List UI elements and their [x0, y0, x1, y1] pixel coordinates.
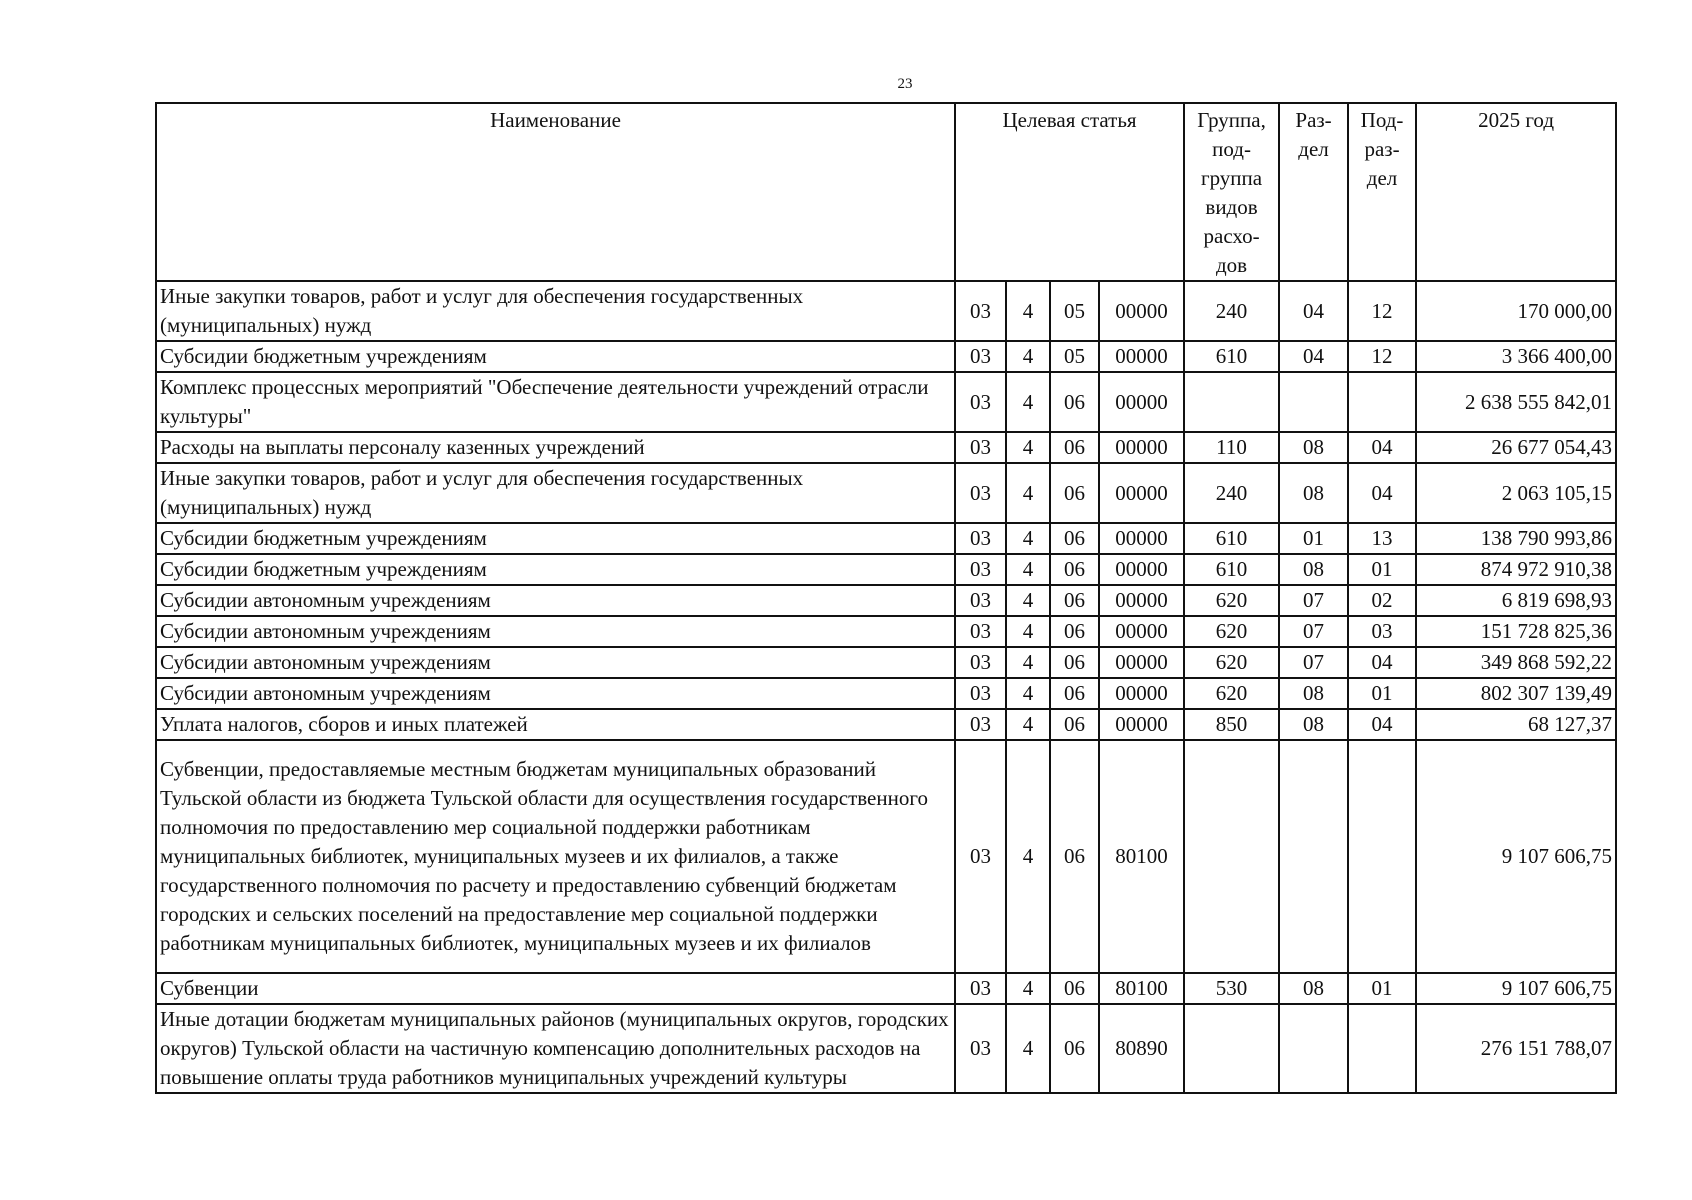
- row-target-subprogram: 4: [1006, 709, 1050, 740]
- row-expense-group: 110: [1184, 432, 1279, 463]
- row-amount: 68 127,37: [1416, 709, 1616, 740]
- row-target-direction: 80100: [1099, 973, 1184, 1004]
- row-target-measure: 06: [1050, 432, 1099, 463]
- row-expense-group: 530: [1184, 973, 1279, 1004]
- row-amount: 138 790 993,86: [1416, 523, 1616, 554]
- row-amount: 9 107 606,75: [1416, 973, 1616, 1004]
- row-subsection: 01: [1348, 678, 1416, 709]
- row-target-program: 03: [955, 647, 1006, 678]
- row-target-measure: 06: [1050, 740, 1099, 973]
- row-target-program: 03: [955, 585, 1006, 616]
- row-target-direction: 00000: [1099, 341, 1184, 372]
- row-target-subprogram: 4: [1006, 678, 1050, 709]
- row-section: 07: [1279, 585, 1348, 616]
- row-subsection: 03: [1348, 616, 1416, 647]
- row-target-program: 03: [955, 678, 1006, 709]
- row-target-measure: 06: [1050, 585, 1099, 616]
- row-expense-group: 240: [1184, 281, 1279, 341]
- row-name: Субсидии автономным учреждениям: [156, 616, 955, 647]
- page-number: 23: [897, 76, 913, 92]
- row-amount: 276 151 788,07: [1416, 1004, 1616, 1093]
- row-target-direction: 00000: [1099, 647, 1184, 678]
- row-section: 08: [1279, 973, 1348, 1004]
- row-name: Субсидии бюджетным учреждениям: [156, 554, 955, 585]
- row-expense-group: 620: [1184, 678, 1279, 709]
- row-subsection: [1348, 740, 1416, 973]
- row-name: Субсидии автономным учреждениям: [156, 647, 955, 678]
- row-target-subprogram: 4: [1006, 585, 1050, 616]
- header-section: Раз-дел: [1279, 103, 1348, 281]
- row-target-program: 03: [955, 709, 1006, 740]
- row-name: Иные дотации бюджетам муниципальных районов (муниципальных округов, городских округов) Тульской области на частичную компенсацию дополнительных расходов на повышение оплаты труда работников муниципальных учреждений культуры: [156, 1004, 955, 1093]
- row-target-measure: 05: [1050, 341, 1099, 372]
- row-target-subprogram: 4: [1006, 554, 1050, 585]
- table-row: [156, 647, 1616, 678]
- row-name: Расходы на выплаты персоналу казенных учреждений: [156, 432, 955, 463]
- row-subsection: 02: [1348, 585, 1416, 616]
- table-header-row: [156, 103, 1616, 281]
- row-target-subprogram: 4: [1006, 463, 1050, 523]
- row-target-program: 03: [955, 740, 1006, 973]
- row-expense-group: 610: [1184, 523, 1279, 554]
- header-subsection: Под-раз-дел: [1348, 103, 1416, 281]
- row-amount: 6 819 698,93: [1416, 585, 1616, 616]
- row-subsection: [1348, 1004, 1416, 1093]
- row-target-direction: 00000: [1099, 463, 1184, 523]
- row-name: Иные закупки товаров, работ и услуг для обеспечения государственных (муниципальных) нужд: [156, 463, 955, 523]
- row-name: Субсидии бюджетным учреждениям: [156, 341, 955, 372]
- row-target-subprogram: 4: [1006, 740, 1050, 973]
- row-amount: 874 972 910,38: [1416, 554, 1616, 585]
- row-name: Субсидии автономным учреждениям: [156, 585, 955, 616]
- row-target-direction: 00000: [1099, 372, 1184, 432]
- row-section: 07: [1279, 647, 1348, 678]
- row-name: Комплекс процессных мероприятий "Обеспечение деятельности учреждений отрасли культуры": [156, 372, 955, 432]
- row-target-direction: 00000: [1099, 585, 1184, 616]
- row-section: 08: [1279, 432, 1348, 463]
- row-expense-group: 610: [1184, 554, 1279, 585]
- header-target-article: Целевая статья: [955, 103, 1184, 281]
- table-row: [156, 554, 1616, 585]
- row-amount: 9 107 606,75: [1416, 740, 1616, 973]
- table-row: [156, 341, 1616, 372]
- row-expense-group: 240: [1184, 463, 1279, 523]
- row-subsection: 04: [1348, 709, 1416, 740]
- row-subsection: 04: [1348, 463, 1416, 523]
- row-subsection: 01: [1348, 973, 1416, 1004]
- table-row: [156, 463, 1616, 523]
- row-target-measure: 06: [1050, 973, 1099, 1004]
- row-name: Субсидии бюджетным учреждениям: [156, 523, 955, 554]
- row-target-subprogram: 4: [1006, 281, 1050, 341]
- row-target-measure: 06: [1050, 709, 1099, 740]
- row-target-direction: 00000: [1099, 432, 1184, 463]
- row-target-direction: 00000: [1099, 709, 1184, 740]
- row-expense-group: [1184, 372, 1279, 432]
- table-body: [156, 281, 1616, 1093]
- row-target-direction: 00000: [1099, 523, 1184, 554]
- row-target-measure: 06: [1050, 616, 1099, 647]
- row-target-program: 03: [955, 372, 1006, 432]
- table-row: [156, 973, 1616, 1004]
- row-target-subprogram: 4: [1006, 647, 1050, 678]
- row-name: Иные закупки товаров, работ и услуг для обеспечения государственных (муниципальных) нужд: [156, 281, 955, 341]
- row-section: [1279, 372, 1348, 432]
- row-name: Уплата налогов, сборов и иных платежей: [156, 709, 955, 740]
- row-amount: 349 868 592,22: [1416, 647, 1616, 678]
- row-target-program: 03: [955, 523, 1006, 554]
- row-target-program: 03: [955, 341, 1006, 372]
- row-expense-group: [1184, 740, 1279, 973]
- budget-table: [155, 102, 1617, 1094]
- row-section: 08: [1279, 678, 1348, 709]
- row-target-program: 03: [955, 616, 1006, 647]
- row-target-measure: 06: [1050, 1004, 1099, 1093]
- row-target-measure: 06: [1050, 372, 1099, 432]
- row-expense-group: 610: [1184, 341, 1279, 372]
- table-row: [156, 709, 1616, 740]
- row-target-program: 03: [955, 432, 1006, 463]
- row-amount: 2 063 105,15: [1416, 463, 1616, 523]
- row-section: [1279, 740, 1348, 973]
- row-section: 08: [1279, 554, 1348, 585]
- row-target-program: 03: [955, 1004, 1006, 1093]
- header-name: Наименование: [156, 103, 955, 281]
- row-target-subprogram: 4: [1006, 1004, 1050, 1093]
- row-subsection: 01: [1348, 554, 1416, 585]
- row-target-direction: 00000: [1099, 678, 1184, 709]
- table-row: [156, 740, 1616, 973]
- table-row: [156, 372, 1616, 432]
- row-name: Субсидии автономным учреждениям: [156, 678, 955, 709]
- row-subsection: 04: [1348, 432, 1416, 463]
- row-subsection: 12: [1348, 341, 1416, 372]
- row-section: 01: [1279, 523, 1348, 554]
- row-name: Субвенции, предоставляемые местным бюджетам муниципальных образований Тульской области из бюджета Тульской области для осуществления государственного полномочия по предоставлению мер социальной поддержки работникам муниципальных библиотек, муниципальных музеев и их филиалов, а также государственного полномочия по расчету и предоставлению субвенций бюджетам городских и сельских поселений на предоставление мер социальной поддержки работникам муниципальных библиотек, муниципальных музеев и их филиалов: [156, 740, 955, 973]
- row-amount: 26 677 054,43: [1416, 432, 1616, 463]
- row-target-subprogram: 4: [1006, 616, 1050, 647]
- row-expense-group: 620: [1184, 616, 1279, 647]
- row-target-measure: 06: [1050, 647, 1099, 678]
- row-amount: 802 307 139,49: [1416, 678, 1616, 709]
- table-row: [156, 1004, 1616, 1093]
- row-target-program: 03: [955, 554, 1006, 585]
- row-target-program: 03: [955, 973, 1006, 1004]
- row-section: 04: [1279, 281, 1348, 341]
- row-target-direction: 80100: [1099, 740, 1184, 973]
- header-expense-group: Группа, под-группа видов расхо-дов: [1184, 103, 1279, 281]
- row-target-direction: 00000: [1099, 281, 1184, 341]
- header-amount-2025: 2025 год: [1416, 103, 1616, 281]
- row-target-subprogram: 4: [1006, 973, 1050, 1004]
- row-section: 08: [1279, 709, 1348, 740]
- row-amount: 3 366 400,00: [1416, 341, 1616, 372]
- table-row: [156, 585, 1616, 616]
- table-row: [156, 432, 1616, 463]
- row-expense-group: [1184, 1004, 1279, 1093]
- row-name: Субвенции: [156, 973, 955, 1004]
- row-expense-group: 850: [1184, 709, 1279, 740]
- row-target-direction: 00000: [1099, 616, 1184, 647]
- row-amount: 170 000,00: [1416, 281, 1616, 341]
- row-target-measure: 06: [1050, 678, 1099, 709]
- row-section: 08: [1279, 463, 1348, 523]
- row-target-program: 03: [955, 463, 1006, 523]
- row-subsection: 04: [1348, 647, 1416, 678]
- row-target-direction: 00000: [1099, 554, 1184, 585]
- table-row: [156, 678, 1616, 709]
- row-target-measure: 06: [1050, 523, 1099, 554]
- table-row: [156, 523, 1616, 554]
- row-section: [1279, 1004, 1348, 1093]
- row-expense-group: 620: [1184, 647, 1279, 678]
- row-target-subprogram: 4: [1006, 341, 1050, 372]
- row-amount: 2 638 555 842,01: [1416, 372, 1616, 432]
- row-target-direction: 80890: [1099, 1004, 1184, 1093]
- row-subsection: [1348, 372, 1416, 432]
- row-target-subprogram: 4: [1006, 372, 1050, 432]
- row-target-measure: 06: [1050, 463, 1099, 523]
- row-expense-group: 620: [1184, 585, 1279, 616]
- row-section: 04: [1279, 341, 1348, 372]
- row-subsection: 13: [1348, 523, 1416, 554]
- row-target-subprogram: 4: [1006, 523, 1050, 554]
- table-row: [156, 616, 1616, 647]
- row-amount: 151 728 825,36: [1416, 616, 1616, 647]
- row-target-measure: 06: [1050, 554, 1099, 585]
- row-target-program: 03: [955, 281, 1006, 341]
- row-target-subprogram: 4: [1006, 432, 1050, 463]
- row-section: 07: [1279, 616, 1348, 647]
- table-row: [156, 281, 1616, 341]
- row-subsection: 12: [1348, 281, 1416, 341]
- row-target-measure: 05: [1050, 281, 1099, 341]
